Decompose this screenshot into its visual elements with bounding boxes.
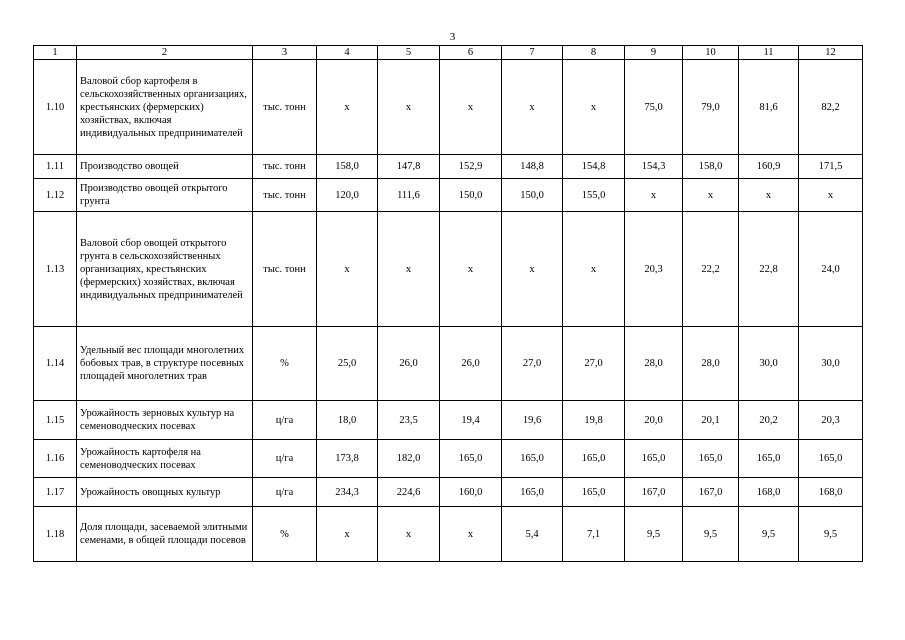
value-cell: 20,1 [683, 401, 739, 440]
value-cell: 165,0 [563, 440, 625, 478]
header-cell: 3 [253, 46, 317, 60]
value-cell: 171,5 [799, 155, 863, 179]
indicator-name: Валовой сбор овощей открытого грунта в сельскохозяйственных организациях, крестьянских (фермерских) хозяйствах, включая индивидуальных предпринимателей [77, 212, 253, 327]
header-cell: 12 [799, 46, 863, 60]
indicator-name: Урожайность картофеля на семеноводческих посевах [77, 440, 253, 478]
value-cell: х [440, 507, 502, 562]
indicator-name: Производство овощей [77, 155, 253, 179]
value-cell: 28,0 [625, 327, 683, 401]
table-row [34, 440, 863, 478]
value-cell: х [317, 507, 378, 562]
data-table [33, 45, 863, 562]
value-cell: х [799, 179, 863, 212]
table-row [34, 179, 863, 212]
value-cell: 27,0 [502, 327, 563, 401]
table-row [34, 212, 863, 327]
value-cell: 152,9 [440, 155, 502, 179]
value-cell: 165,0 [625, 440, 683, 478]
value-cell: х [378, 212, 440, 327]
row-number: 1.10 [34, 60, 77, 155]
value-cell: 26,0 [378, 327, 440, 401]
value-cell: 111,6 [378, 179, 440, 212]
header-cell: 11 [739, 46, 799, 60]
unit-cell: тыс. тонн [253, 60, 317, 155]
row-number: 1.13 [34, 212, 77, 327]
value-cell: 9,5 [799, 507, 863, 562]
value-cell: 82,2 [799, 60, 863, 155]
value-cell: х [739, 179, 799, 212]
value-cell: 27,0 [563, 327, 625, 401]
row-number: 1.18 [34, 507, 77, 562]
value-cell: х [502, 60, 563, 155]
value-cell: 7,1 [563, 507, 625, 562]
row-number: 1.11 [34, 155, 77, 179]
value-cell: 160,9 [739, 155, 799, 179]
table-row [34, 401, 863, 440]
value-cell: 19,8 [563, 401, 625, 440]
unit-cell: тыс. тонн [253, 179, 317, 212]
row-number: 1.16 [34, 440, 77, 478]
value-cell: 26,0 [440, 327, 502, 401]
indicator-name: Удельный вес площади многолетних бобовых трав, в структуре посевных площадей многолетних трав [77, 327, 253, 401]
value-cell: 165,0 [799, 440, 863, 478]
value-cell: х [683, 179, 739, 212]
value-cell: х [625, 179, 683, 212]
indicator-name: Производство овощей открытого грунта [77, 179, 253, 212]
value-cell: 165,0 [502, 440, 563, 478]
value-cell: 165,0 [502, 478, 563, 507]
value-cell: 9,5 [625, 507, 683, 562]
value-cell: 28,0 [683, 327, 739, 401]
table-row [34, 478, 863, 507]
value-cell: х [563, 212, 625, 327]
value-cell: х [440, 60, 502, 155]
header-cell: 7 [502, 46, 563, 60]
unit-cell: ц/га [253, 478, 317, 507]
row-number: 1.17 [34, 478, 77, 507]
value-cell: 79,0 [683, 60, 739, 155]
value-cell: 165,0 [440, 440, 502, 478]
value-cell: 155,0 [563, 179, 625, 212]
value-cell: 165,0 [739, 440, 799, 478]
value-cell: 9,5 [739, 507, 799, 562]
header-cell: 8 [563, 46, 625, 60]
value-cell: 120,0 [317, 179, 378, 212]
value-cell: 168,0 [799, 478, 863, 507]
indicator-name: Урожайность зерновых культур на семеноводческих посевах [77, 401, 253, 440]
value-cell: х [317, 212, 378, 327]
header-cell: 4 [317, 46, 378, 60]
value-cell: 19,4 [440, 401, 502, 440]
value-cell: 20,3 [799, 401, 863, 440]
header-cell: 10 [683, 46, 739, 60]
value-cell: 165,0 [563, 478, 625, 507]
value-cell: 30,0 [799, 327, 863, 401]
value-cell: 168,0 [739, 478, 799, 507]
value-cell: 167,0 [625, 478, 683, 507]
value-cell: 147,8 [378, 155, 440, 179]
value-cell: 18,0 [317, 401, 378, 440]
value-cell: х [378, 60, 440, 155]
value-cell: 234,3 [317, 478, 378, 507]
table-row [34, 507, 863, 562]
value-cell: 20,2 [739, 401, 799, 440]
unit-cell: тыс. тонн [253, 212, 317, 327]
unit-cell: тыс. тонн [253, 155, 317, 179]
header-cell: 2 [77, 46, 253, 60]
value-cell: 158,0 [683, 155, 739, 179]
table-row [34, 155, 863, 179]
page-number: 3 [449, 31, 456, 43]
value-cell: 182,0 [378, 440, 440, 478]
value-cell: 20,3 [625, 212, 683, 327]
value-cell: 30,0 [739, 327, 799, 401]
table-row [34, 327, 863, 401]
row-number: 1.12 [34, 179, 77, 212]
header-row [34, 46, 863, 60]
value-cell: 154,3 [625, 155, 683, 179]
value-cell: 160,0 [440, 478, 502, 507]
unit-cell: ц/га [253, 440, 317, 478]
value-cell: 158,0 [317, 155, 378, 179]
header-cell: 6 [440, 46, 502, 60]
value-cell: 224,6 [378, 478, 440, 507]
table-row [34, 60, 863, 155]
indicator-name: Валовой сбор картофеля в сельскохозяйственных организациях, крестьянских (фермерских) хозяйствах, включая индивидуальных предпринимателей [77, 60, 253, 155]
value-cell: 9,5 [683, 507, 739, 562]
row-number: 1.15 [34, 401, 77, 440]
header-cell: 5 [378, 46, 440, 60]
header-cell: 1 [34, 46, 77, 60]
value-cell: 19,6 [502, 401, 563, 440]
value-cell: 5,4 [502, 507, 563, 562]
value-cell: 20,0 [625, 401, 683, 440]
value-cell: 23,5 [378, 401, 440, 440]
value-cell: 148,8 [502, 155, 563, 179]
value-cell: 22,2 [683, 212, 739, 327]
value-cell: х [440, 212, 502, 327]
table-body [34, 46, 863, 562]
value-cell: 150,0 [502, 179, 563, 212]
value-cell: х [563, 60, 625, 155]
value-cell: 81,6 [739, 60, 799, 155]
unit-cell: % [253, 327, 317, 401]
value-cell: 165,0 [683, 440, 739, 478]
value-cell: х [317, 60, 378, 155]
unit-cell: % [253, 507, 317, 562]
value-cell: 154,8 [563, 155, 625, 179]
value-cell: 75,0 [625, 60, 683, 155]
value-cell: х [502, 212, 563, 327]
header-cell: 9 [625, 46, 683, 60]
row-number: 1.14 [34, 327, 77, 401]
indicator-name: Урожайность овощных культур [77, 478, 253, 507]
value-cell: 150,0 [440, 179, 502, 212]
value-cell: 173,8 [317, 440, 378, 478]
value-cell: х [378, 507, 440, 562]
value-cell: 24,0 [799, 212, 863, 327]
value-cell: 25,0 [317, 327, 378, 401]
indicator-name: Доля площади, засеваемой элитными семенами, в общей площади посевов [77, 507, 253, 562]
value-cell: 22,8 [739, 212, 799, 327]
value-cell: 167,0 [683, 478, 739, 507]
unit-cell: ц/га [253, 401, 317, 440]
